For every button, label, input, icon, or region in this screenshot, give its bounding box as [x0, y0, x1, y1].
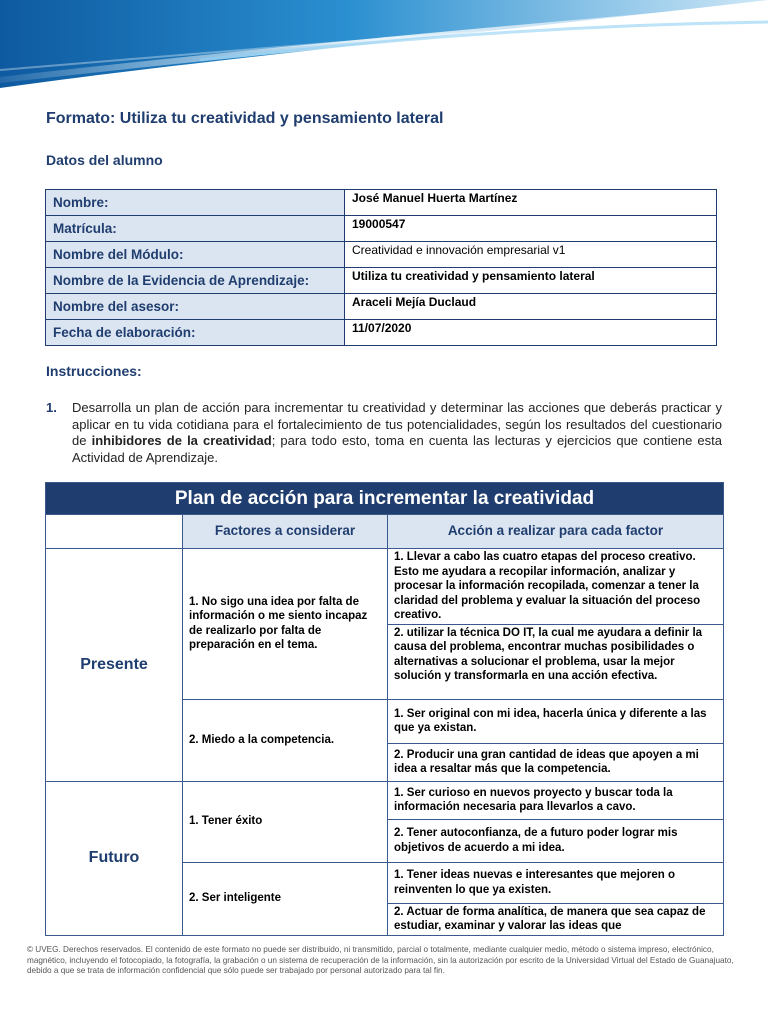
- field-label: Nombre:: [46, 190, 345, 216]
- student-info-table: [45, 189, 717, 346]
- field-label: Nombre del asesor:: [46, 294, 345, 320]
- instruction-text: [72, 400, 722, 466]
- field-label: Nombre del Módulo:: [46, 242, 345, 268]
- table-row: [46, 190, 717, 216]
- section-heading-instrucciones: Instrucciones:: [46, 363, 142, 379]
- table-header-row: [46, 515, 724, 549]
- factor-cell: 1. No sigo una idea por falta de información o me siento incapaz de realizarlo por falta de preparación en el tema.: [183, 549, 388, 700]
- copyright-footer: © UVEG. Derechos reservados. El contenido de este formato no puede ser distribuido, ni transmitido, parcial o totalmente, mediante cualquier medio, método o sistema impreso, electrónico, magnético, incluyendo el fotocopiado, la fotografía, la grabación o un sistema de recuperación de la información, sin la autorización por escrito de la Universidad Virtual del Estado de Guanajuato, debido a que se trata de información confidencial que sólo puede ser trabajado por personal autorizado para tal fin.: [27, 945, 734, 976]
- action-plan-table: [45, 482, 724, 936]
- field-value: 19000547: [345, 216, 717, 242]
- field-label: Fecha de elaboración:: [46, 320, 345, 346]
- table-row: [46, 242, 717, 268]
- factor-cell: 1. Tener éxito: [183, 781, 388, 862]
- action-cell: 1. Ser curioso en nuevos proyecto y buscar toda la información necesaria para llevarlos a cavo.: [388, 781, 724, 819]
- action-cell: 1. Tener ideas nuevas e interesantes que mejoren o reinventen lo que ya existen.: [388, 862, 724, 903]
- factor-cell: 2. Ser inteligente: [183, 862, 388, 935]
- table-row: [46, 320, 717, 346]
- action-cell: 1. Llevar a cabo las cuatro etapas del proceso creativo. Esto me ayudara a recopilar información, analizar y procesar la información recopilada, comenzar a tener la claridad del problema y evaluar la situación del proceso creativo.: [388, 549, 724, 625]
- period-label-presente: Presente: [46, 549, 183, 782]
- action-cell: 2. Actuar de forma analítica, de manera que sea capaz de estudiar, examinar y valorar las ideas que: [388, 903, 724, 935]
- instruction-text-start: Desarrolla un plan de acción para incrementar tu creatividad y determinar las acciones que deberás practicar y aplicar en tu vida cotidiana para el fortalecimiento de tus potencialidades, según los resultados del cuestionario de: [72, 400, 722, 448]
- factor-cell: 2. Miedo a la competencia.: [183, 699, 388, 781]
- field-value: Creatividad e innovación empresarial v1: [345, 242, 717, 268]
- table-row: [46, 781, 724, 819]
- page-title: Formato: Utiliza tu creatividad y pensamiento lateral: [46, 110, 444, 127]
- column-header-factors: Factores a considerar: [183, 515, 388, 549]
- plan-title: Plan de acción para incrementar la creatividad: [46, 483, 724, 515]
- table-row: [46, 216, 717, 242]
- instruction-text-end: ; para todo esto, toma en cuenta las lecturas y ejercicios que contiene esta Actividad de Aprendizaje.: [72, 433, 723, 465]
- table-row: [46, 294, 717, 320]
- instruction-number: 1.: [46, 400, 57, 415]
- table-title-row: [46, 483, 724, 515]
- section-heading-datos: Datos del alumno: [46, 152, 163, 168]
- field-value: Araceli Mejía Duclaud: [345, 294, 717, 320]
- table-row: [46, 268, 717, 294]
- action-cell: 1. Ser original con mi idea, hacerla única y diferente a las que ya existan.: [388, 699, 724, 743]
- header-blank-cell: [46, 515, 183, 549]
- field-value: Utiliza tu creatividad y pensamiento lateral: [345, 268, 717, 294]
- field-value: 11/07/2020: [345, 320, 717, 346]
- column-header-actions: Acción a realizar para cada factor: [388, 515, 724, 549]
- action-cell: 2. Producir una gran cantidad de ideas que apoyen a mi idea a resaltar más que la competencia.: [388, 743, 724, 781]
- header-banner-graphic: [0, 0, 768, 96]
- table-row: [46, 549, 724, 625]
- instruction-text-bold: inhibidores de la creatividad: [91, 433, 272, 448]
- action-cell: 2. utilizar la técnica DO IT, la cual me ayudara a definir la causa del problema, encontrar muchas posibilidades o alternativas a solucionar el problema, usar la mejor solución y transformarla en una acción efectiva.: [388, 624, 724, 699]
- header-banner: [0, 0, 768, 96]
- period-label-futuro: Futuro: [46, 781, 183, 935]
- field-label: Matrícula:: [46, 216, 345, 242]
- field-label: Nombre de la Evidencia de Aprendizaje:: [46, 268, 345, 294]
- field-value: José Manuel Huerta Martínez: [345, 190, 717, 216]
- action-cell: 2. Tener autoconfianza, de a futuro poder lograr mis objetivos de acuerdo a mi idea.: [388, 819, 724, 862]
